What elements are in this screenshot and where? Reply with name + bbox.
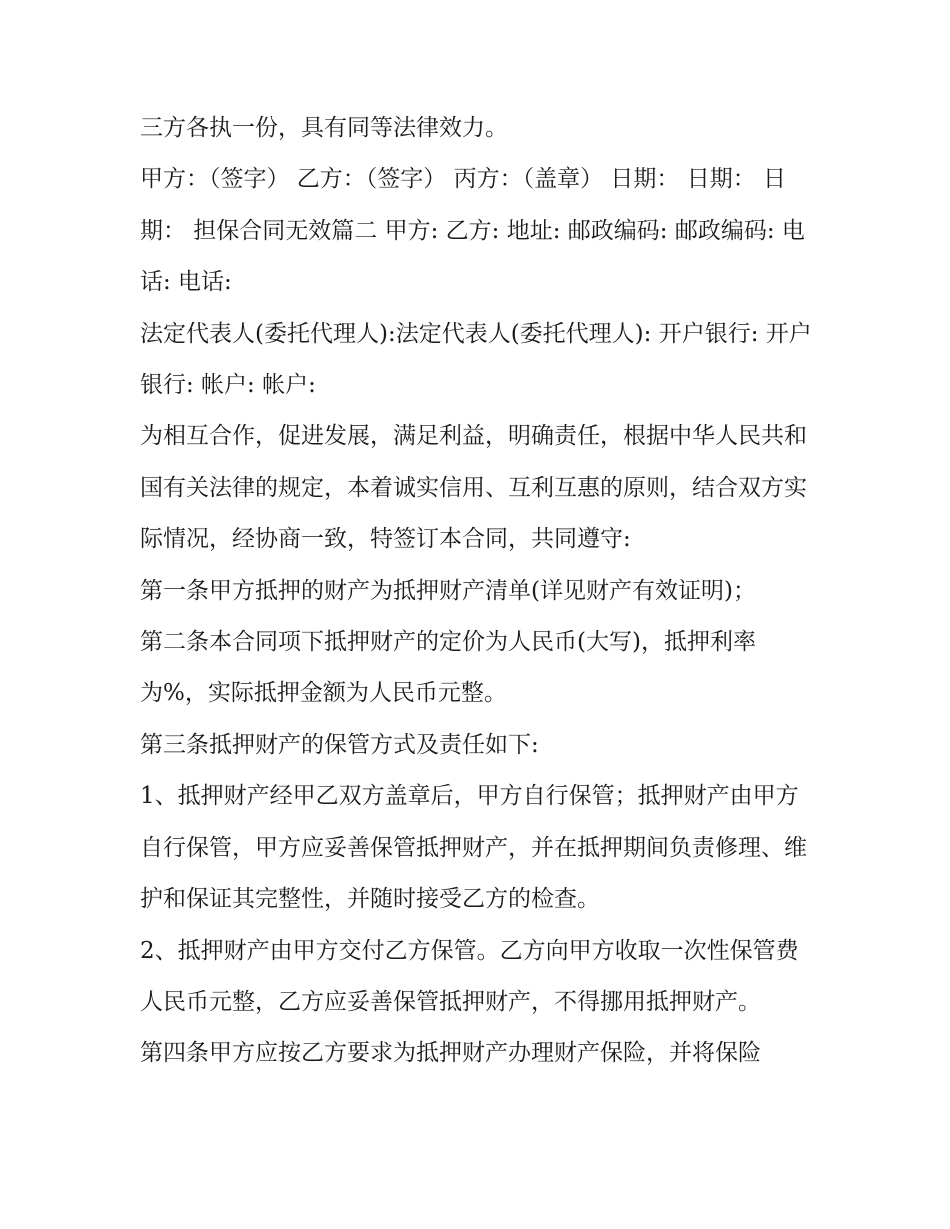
document-body [140, 103, 820, 1080]
paragraph-article-2: 第二条本合同项下抵押财产的定价为人民币(大写)，抵押利率为%，实际抵押金额为人民币元整。 [140, 629, 756, 707]
paragraph-article-1: 第一条甲方抵押的财产为抵押财产清单(详见财产有效证明)； [140, 577, 756, 604]
paragraph-article-3-item-1: 1、抵押财产经甲乙双方盖章后，甲方自行保管；抵押财产由甲方自行保管，甲方应妥善保管抵押财产，并在抵押期间负责修理、维护和保证其完整性，并随时接受乙方的检查。 [140, 783, 807, 913]
paragraph-article-4: 第四条甲方应按乙方要求为抵押财产办理财产保险，并将保险 [140, 1040, 761, 1067]
paragraph-copies-clause: 三方各执一份，具有同等法律效力。 [140, 115, 508, 141]
paragraph-preamble: 为相互合作，促进发展，满足利益，明确责任，根据中华人民共和国有关法律的规定，本着诚实信用、互利互惠的原则，结合双方实际情况，经协商一致，特签订本合同，共同遵守: [140, 423, 807, 553]
paragraph-article-3: 第三条抵押财产的保管方式及责任如下: [140, 731, 539, 758]
paragraph-signatures: 甲方：（签字） 乙方：（签字） 丙方：（盖章） 日期： 日期： 日期： 担保合同无效篇二 甲方: 乙方: 地址: 邮政编码: 邮政编码: 电话: 电话: [140, 166, 805, 296]
paragraph-representatives: 法定代表人(委托代理人):法定代表人(委托代理人): 开户银行: 开户银行: 帐户: 帐户: [140, 320, 812, 399]
paragraph-article-3-item-2: 2、抵押财产由甲方交付乙方保管。乙方向甲方收取一次性保管费人民币元整，乙方应妥善保管抵押财产，不得挪用抵押财产。 [140, 937, 799, 1015]
